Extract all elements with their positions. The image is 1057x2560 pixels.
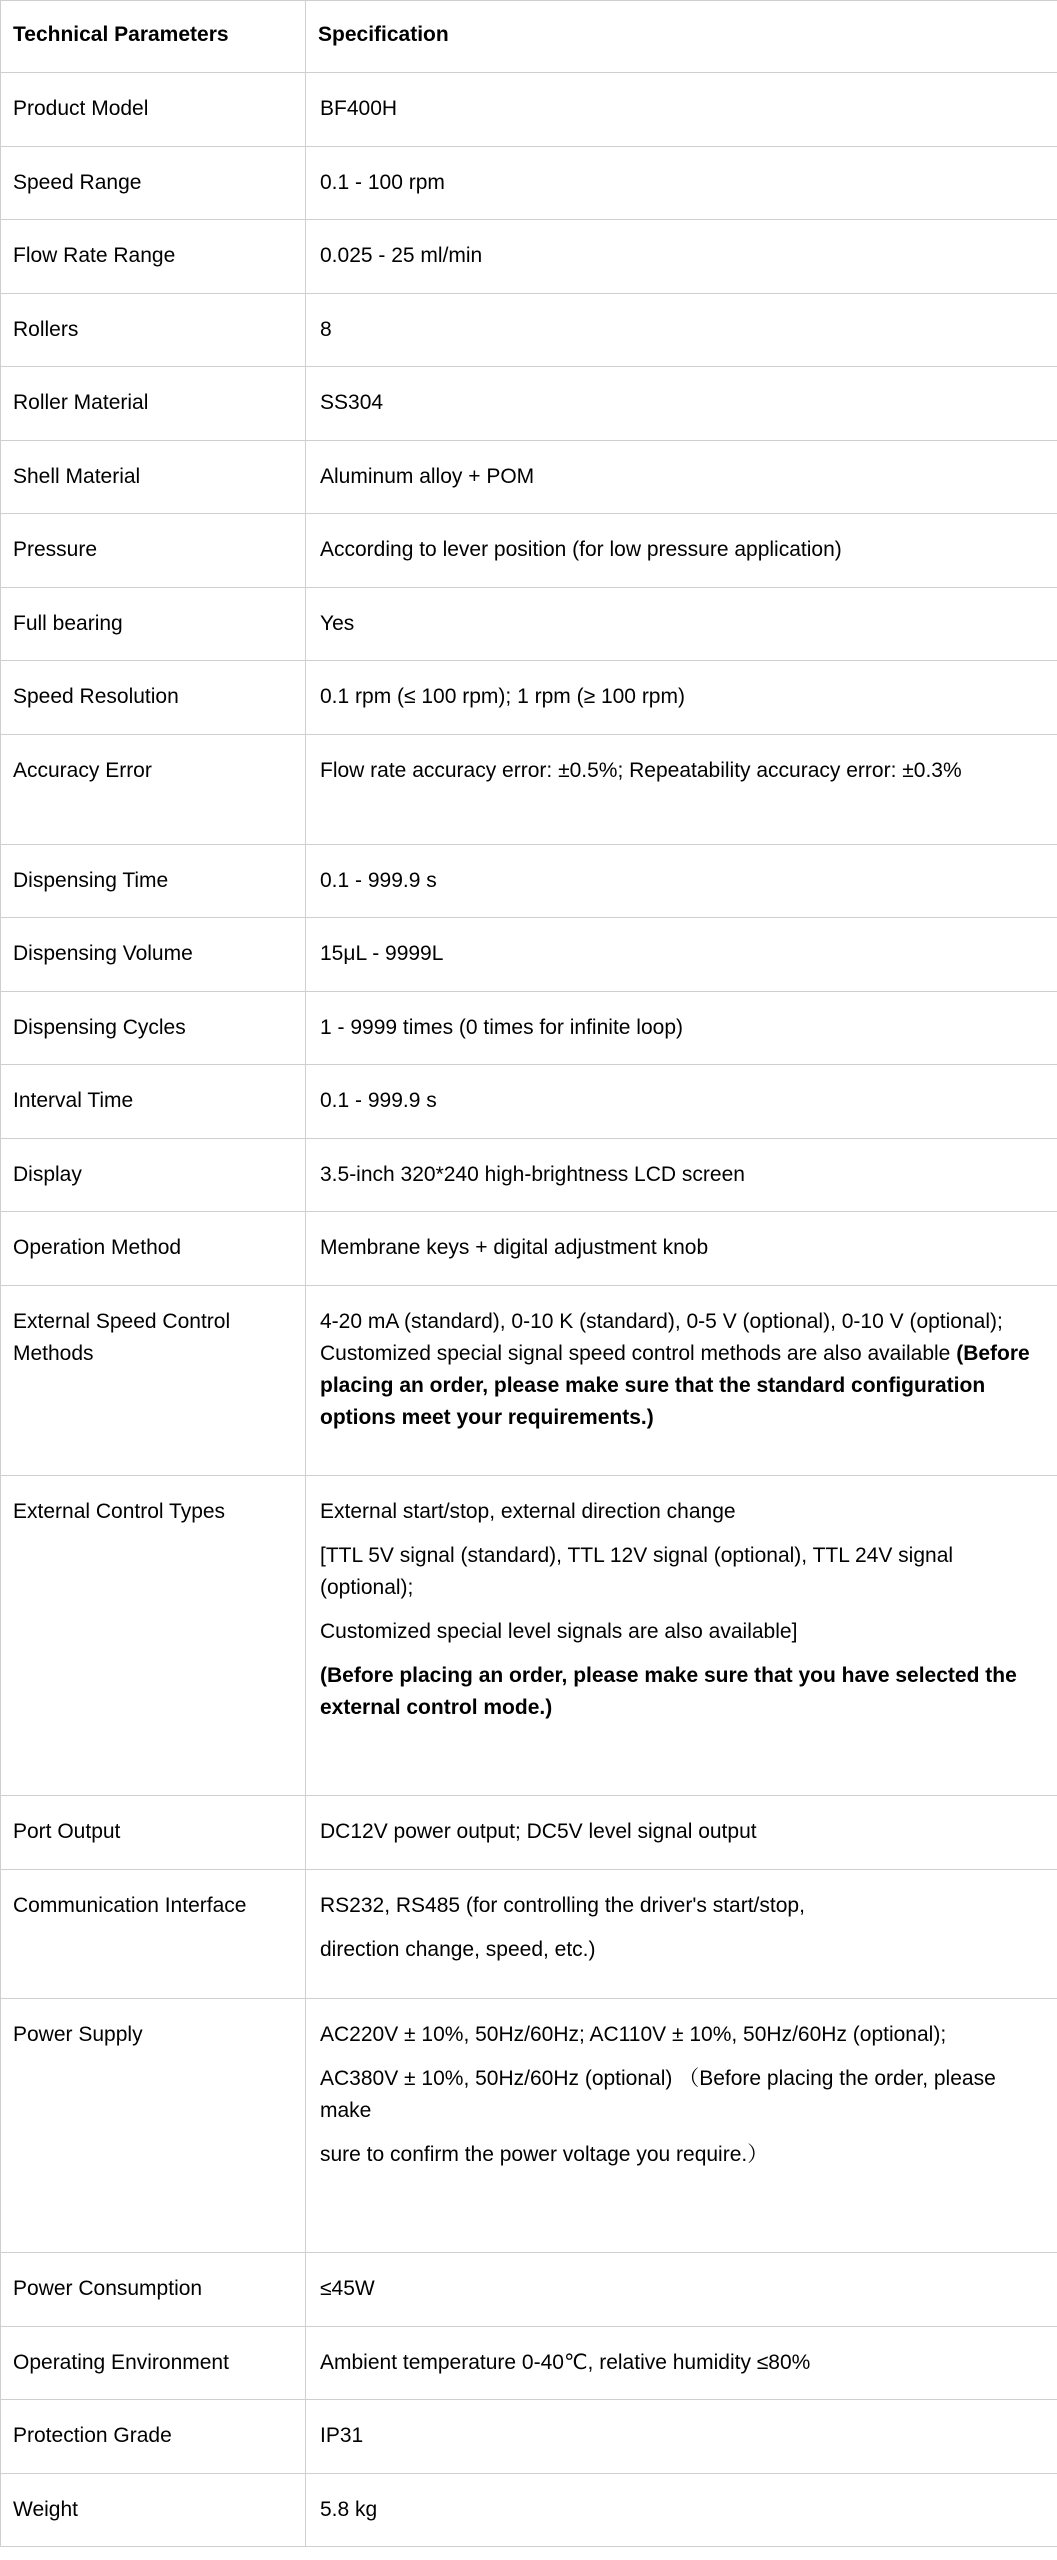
header-specification: Specification xyxy=(306,1,1057,73)
row-label: Interval Time xyxy=(1,1065,306,1139)
table-row xyxy=(1,2400,1057,2474)
row-value-line: Customized special level signals are also available] xyxy=(320,1620,798,1643)
row-label: Display xyxy=(1,1139,306,1212)
row-label: Weight xyxy=(1,2474,306,2547)
table-row xyxy=(1,588,1057,661)
row-label: Dispensing Time xyxy=(1,845,306,918)
table-row xyxy=(1,1065,1057,1139)
table-row xyxy=(1,220,1057,294)
row-label: Flow Rate Range xyxy=(1,220,306,294)
table-row xyxy=(1,2253,1057,2327)
row-value: According to lever position (for low pressure application) xyxy=(306,514,1057,588)
header-technical-parameters: Technical Parameters xyxy=(1,1,306,73)
row-label: Operating Environment xyxy=(1,2327,306,2400)
row-value: 8 xyxy=(306,294,1057,367)
row-value: Yes xyxy=(306,588,1057,661)
row-value: 5.8 kg xyxy=(306,2474,1057,2547)
row-value: Ambient temperature 0-40℃, relative humidity ≤80% xyxy=(306,2327,1057,2400)
table-row xyxy=(1,992,1057,1065)
table-row xyxy=(1,1212,1057,1286)
row-label: Port Output xyxy=(1,1796,306,1870)
table-row xyxy=(1,918,1057,992)
table-row xyxy=(1,441,1057,514)
row-value-line: direction change, speed, etc.) xyxy=(320,1938,596,1961)
row-value-line: External start/stop, external direction change xyxy=(320,1500,736,1523)
table-row xyxy=(1,514,1057,588)
table-row xyxy=(1,735,1057,845)
table-row xyxy=(1,1286,1057,1476)
table-row xyxy=(1,1796,1057,1870)
row-value-note: (Before placing an order, please make sure that the standard configuration options meet your requirements.) xyxy=(320,1342,1030,1429)
row-value xyxy=(306,1999,1057,2253)
row-value-line: [TTL 5V signal (standard), TTL 12V signal (optional), TTL 24V signal (optional); xyxy=(320,1544,954,1599)
row-value: IP31 xyxy=(306,2400,1057,2474)
row-label: External Control Types xyxy=(1,1476,306,1796)
row-label: Shell Material xyxy=(1,441,306,514)
row-label: Accuracy Error xyxy=(1,735,306,845)
row-value: ≤45W xyxy=(306,2253,1057,2327)
row-value-line: AC220V ± 10%, 50Hz/60Hz; AC110V ± 10%, 50Hz/60Hz (optional); xyxy=(320,2023,947,2046)
row-value-line: sure to confirm the power voltage you require.） xyxy=(320,2143,769,2166)
table-header-row xyxy=(1,1,1057,73)
row-label: Rollers xyxy=(1,294,306,367)
table-row xyxy=(1,147,1057,220)
table-row xyxy=(1,367,1057,441)
row-value: 1 - 9999 times (0 times for infinite loop) xyxy=(306,992,1057,1065)
row-value-note: (Before placing an order, please make sure that you have selected the external control mode.) xyxy=(320,1664,1017,1719)
row-value: BF400H xyxy=(306,73,1057,147)
table-row xyxy=(1,661,1057,735)
row-value xyxy=(306,1476,1057,1796)
row-value: Membrane keys + digital adjustment knob xyxy=(306,1212,1057,1286)
row-label: Full bearing xyxy=(1,588,306,661)
row-value: 15μL - 9999L xyxy=(306,918,1057,992)
row-label: Dispensing Volume xyxy=(1,918,306,992)
row-value: 0.1 - 999.9 s xyxy=(306,1065,1057,1139)
row-value: SS304 xyxy=(306,367,1057,441)
row-label: Product Model xyxy=(1,73,306,147)
row-label: Protection Grade xyxy=(1,2400,306,2474)
table-row xyxy=(1,73,1057,147)
row-label: Operation Method xyxy=(1,1212,306,1286)
table-row xyxy=(1,845,1057,918)
row-label: Dispensing Cycles xyxy=(1,992,306,1065)
table-row xyxy=(1,1139,1057,1212)
table-row xyxy=(1,1870,1057,1999)
row-label: Power Supply xyxy=(1,1999,306,2253)
table-row xyxy=(1,1476,1057,1796)
row-value: 0.1 rpm (≤ 100 rpm); 1 rpm (≥ 100 rpm) xyxy=(306,661,1057,735)
row-value: 0.1 - 100 rpm xyxy=(306,147,1057,220)
row-value xyxy=(306,1870,1057,1999)
row-label: External Speed Control Methods xyxy=(1,1286,306,1476)
row-value xyxy=(306,1286,1057,1476)
row-value: 3.5-inch 320*240 high-brightness LCD screen xyxy=(306,1139,1057,1212)
row-value-line: AC380V ± 10%, 50Hz/60Hz (optional) （Before placing the order, please make xyxy=(320,2067,996,2122)
row-value: 0.1 - 999.9 s xyxy=(306,845,1057,918)
row-value: DC12V power output; DC5V level signal output xyxy=(306,1796,1057,1870)
row-value-line: RS232, RS485 (for controlling the driver's start/stop, xyxy=(320,1894,805,1917)
row-label: Speed Range xyxy=(1,147,306,220)
row-label: Speed Resolution xyxy=(1,661,306,735)
row-value: Flow rate accuracy error: ±0.5%; Repeatability accuracy error: ±0.3% xyxy=(306,735,1057,845)
row-value: 0.025 - 25 ml/min xyxy=(306,220,1057,294)
row-value: Aluminum alloy + POM xyxy=(306,441,1057,514)
table-row xyxy=(1,1999,1057,2253)
row-label: Communication Interface xyxy=(1,1870,306,1999)
table-row xyxy=(1,294,1057,367)
row-label: Power Consumption xyxy=(1,2253,306,2327)
table-row xyxy=(1,2474,1057,2547)
table-row xyxy=(1,2327,1057,2400)
row-label: Pressure xyxy=(1,514,306,588)
row-value-text: 4-20 mA (standard), 0-10 K (standard), 0-5 V (optional), 0-10 V (optional); Customized special signal speed control methods are also available xyxy=(320,1310,1003,1365)
row-label: Roller Material xyxy=(1,367,306,441)
